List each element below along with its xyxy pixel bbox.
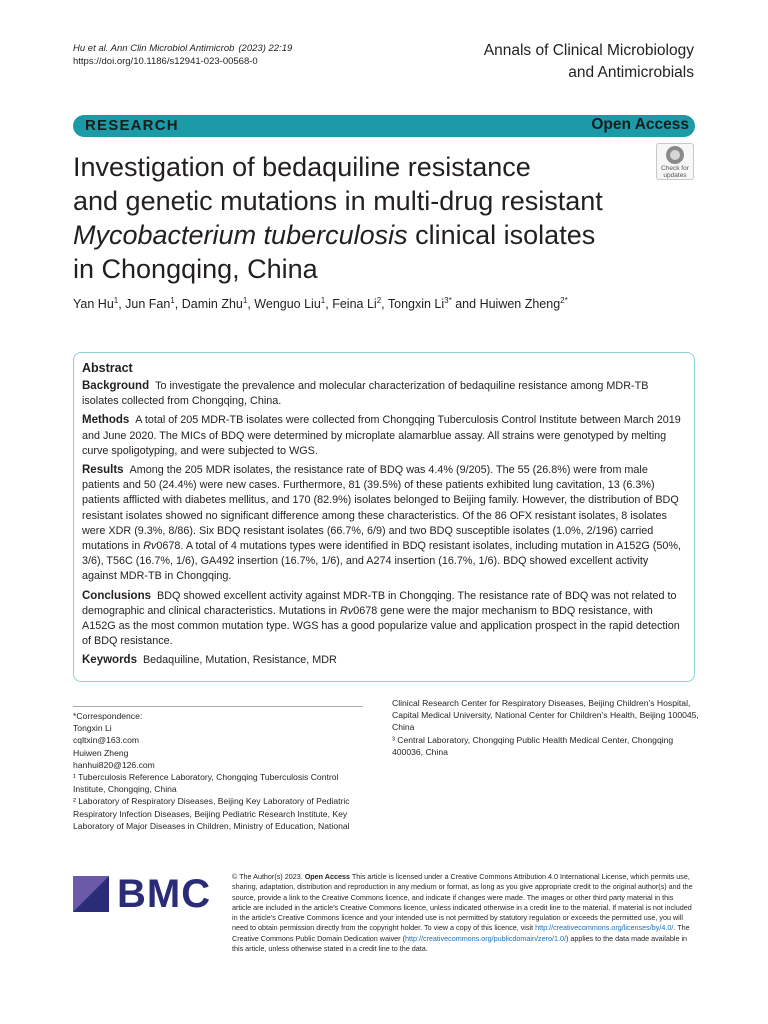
bmc-logo-mark-icon <box>73 876 109 912</box>
title-line3-rest: clinical isolates <box>407 220 596 250</box>
corresponding-author-name: Tongxin Li <box>73 723 112 734</box>
citation-authors: Hu et al. Ann Clin Microbiol Antimicrob <box>73 43 235 54</box>
abstract-keywords <box>82 653 686 668</box>
article-type-label: RESEARCH <box>85 117 179 134</box>
bmc-logo-text: BMC <box>117 872 212 916</box>
license-open-access-label: Open Access <box>304 872 350 881</box>
authors-and: and <box>455 297 477 312</box>
license-text-c: ) applies to the data made available in this article, unless otherwise stated in a credit line to the data. <box>232 933 688 954</box>
author[interactable]: Wenguo Liu$^1$ <box>254 296 326 312</box>
affiliation-footnotes-continued <box>392 697 702 758</box>
correspondence-footnotes <box>73 706 363 832</box>
author[interactable]: Yan Hu$^1$ <box>73 296 119 312</box>
author-list: Yan Hu$^1$, Jun Fan$^1$, Damin Zhu$^1$, Wenguo Liu$^1$, Feina Li$^2$, Tongxin $Li^{3*}$ and Huiwen Zheng$^{2*}$ <box>73 296 568 312</box>
author[interactable]: Damin Zhu$^1$ <box>181 296 248 312</box>
corresponding-author-email[interactable]: hanhui820@126.com <box>73 759 155 770</box>
abstract-heading: Abstract <box>82 361 133 375</box>
article-title <box>73 150 673 286</box>
affiliation-note: Clinical Research Center for Respiratory Diseases, Beijing Children’s Hospital, Capital Medical University, National Center for Children’s Health, Beijing 100045, China <box>392 698 699 733</box>
journal-name <box>484 40 694 84</box>
author[interactable]: Jun Fan$^1$ <box>125 296 175 312</box>
methods-label: Methods <box>82 414 130 427</box>
background-text: To investigate the prevalence and molecular characterization of bedaquiline resistance among MDR-TB isolates collected from Chongqing, China. <box>82 380 649 408</box>
journal-name-line1: Annals of Clinical Microbiology <box>483 42 694 59</box>
results-gene-italic: Rv <box>143 540 157 553</box>
license-text-b: . The Creative Commons Public Domain Dedication waiver ( <box>232 923 690 943</box>
conclusions-gene-italic: Rv <box>340 604 354 617</box>
open-access-label: Open Access <box>591 116 689 133</box>
citation-year-volume: (2023) 22:19 <box>238 43 293 54</box>
results-text-b: 0678. A total of 4 mutations types were identified in BDQ resistant isolates, including mutation in A152G (50%, 3/6), T56C (16.7%, 1/6), GA492 insertion (16.7%, 1/6), and A274 insertion (16.7%, 1/6). BDQ showed excellent activity against MDR-TB in Chongqing. <box>82 540 681 583</box>
conclusions-text-a: BDQ showed excellent activity against MDR-TB in Chongqing. The resistance rate of BDQ was not related to demographic and clinical characteristics. Mutations in <box>82 589 677 617</box>
check-updates-line1: Check for <box>661 165 689 172</box>
affiliation-note: ² Laboratory of Respiratory Diseases, Beijing Key Laboratory of Pediatric Respiratory Infection Diseases, Beijing Pediatric Research Institute, Key Laboratory of Major Diseases in Children, Ministry of Education, National <box>73 796 350 831</box>
abstract-box <box>73 352 695 682</box>
affiliation-note: ¹ Tuberculosis Reference Laboratory, Chongqing Tuberculosis Control Institute, Chongqing, China <box>73 772 339 795</box>
methods-text: A total of 205 MDR-TB isolates were collected from Chongqing Tuberculosis Control Institute between March 2019 and June 2020. The MICs of BDQ were determined by microplate alamarblue assay. All strains were genotyped by melting curve spoligotyping, and were subjected to WGS. <box>82 414 681 457</box>
citation-header <box>73 42 296 68</box>
abstract-background <box>82 379 686 409</box>
author[interactable]: Huiwen Zheng$^{2*}$ <box>479 296 568 312</box>
corresponding-author-email[interactable]: cqltxin@163.com <box>73 735 140 746</box>
title-line4: in Chongqing, China <box>73 254 318 284</box>
abstract-results <box>82 463 686 585</box>
author[interactable]: Feina Li$^2$ <box>332 296 382 312</box>
abstract-methods <box>82 413 686 459</box>
title-line2: and genetic mutations in multi-drug resistant <box>73 186 603 216</box>
keywords-label: Keywords <box>82 654 137 667</box>
license-statement <box>232 872 694 954</box>
title-line1: Investigation of bedaquiline resistance <box>73 152 531 182</box>
abstract-conclusions <box>82 589 686 650</box>
license-text-a: This article is licensed under a Creative Commons Attribution 4.0 International License, which permits use, sharing, adaptation, distribution and reproduction in any medium or format, as long as you give appropriate credit to the original author(s) and the source, provide a link to the Creative Commons licence, and indicate if changes were made. The images or other third party material in this article are included in the article’s Creative Commons licence, unless indicated otherwise in a credit line to the material. If material is not included in the article’s Creative Commons licence and your intended use is not permitted by statutory regulation or exceeds the permitted use, you will need to obtain permission directly from the copyright holder. To view a copy of this licence, visit <box>232 872 693 933</box>
correspondence-label: *Correspondence: <box>73 711 143 721</box>
article-type-banner <box>73 115 695 137</box>
check-updates-line2: updates <box>663 172 687 179</box>
copyright-text: © The Author(s) 2023. <box>232 872 303 881</box>
journal-name-line2: and Antimicrobials <box>568 64 694 81</box>
license-link-cc0[interactable]: http://creativecommons.org/publicdomain/zero/1.0/ <box>404 933 566 943</box>
bmc-logo <box>73 870 218 918</box>
results-label: Results <box>82 464 124 477</box>
affiliation-note: ³ Central Laboratory, Chongqing Public Health Medical Center, Chongqing 400036, China <box>392 734 674 757</box>
author[interactable]: Tongxin $Li^{3*}$ <box>387 296 452 312</box>
title-organism: Mycobacterium tuberculosis <box>73 220 408 250</box>
license-link-cc-by[interactable]: http://creativecommons.org/licenses/by/4.0/ <box>535 923 674 933</box>
results-text-a: Among the 205 MDR isolates, the resistance rate of BDQ was 4.4% (9/205). The 55 (26.8%) were from male patients and 50 (24.4%) were new cases. Furthermore, 81 (39.5%) of these patients exhibited lung cavitation, 13 (6.3%) patients afflicted with diabetes mellitus, and 170 (82.9%) isolates belonged to Beijing family. However, the distribution of BDQ resistant isolates showed no significant difference among these characteristics. Of the 86 OFX resistant isolates, 8 isolates were XDR (9.3%, 8/86). Six BDQ resistant isolates (66.7%, 6/9) and two BDQ susceptible isolates (1.0%, 2/196) carried mutations in <box>82 464 679 553</box>
conclusions-label: Conclusions <box>82 589 152 602</box>
citation-doi[interactable]: https://doi.org/10.1186/s12941-023-00568-0 <box>73 56 258 67</box>
background-label: Background <box>82 380 150 392</box>
keywords-text: Bedaquiline, Mutation, Resistance, MDR <box>142 654 337 667</box>
corresponding-author-name: Huiwen Zheng <box>73 747 129 758</box>
conclusions-text-b: 0678 gene were the major mechanism to BDQ resistance, with A152G as the most common mutation type. WGS has a good popularize value and application prospect in the rapid detection of BDQ resistance. <box>82 604 680 648</box>
